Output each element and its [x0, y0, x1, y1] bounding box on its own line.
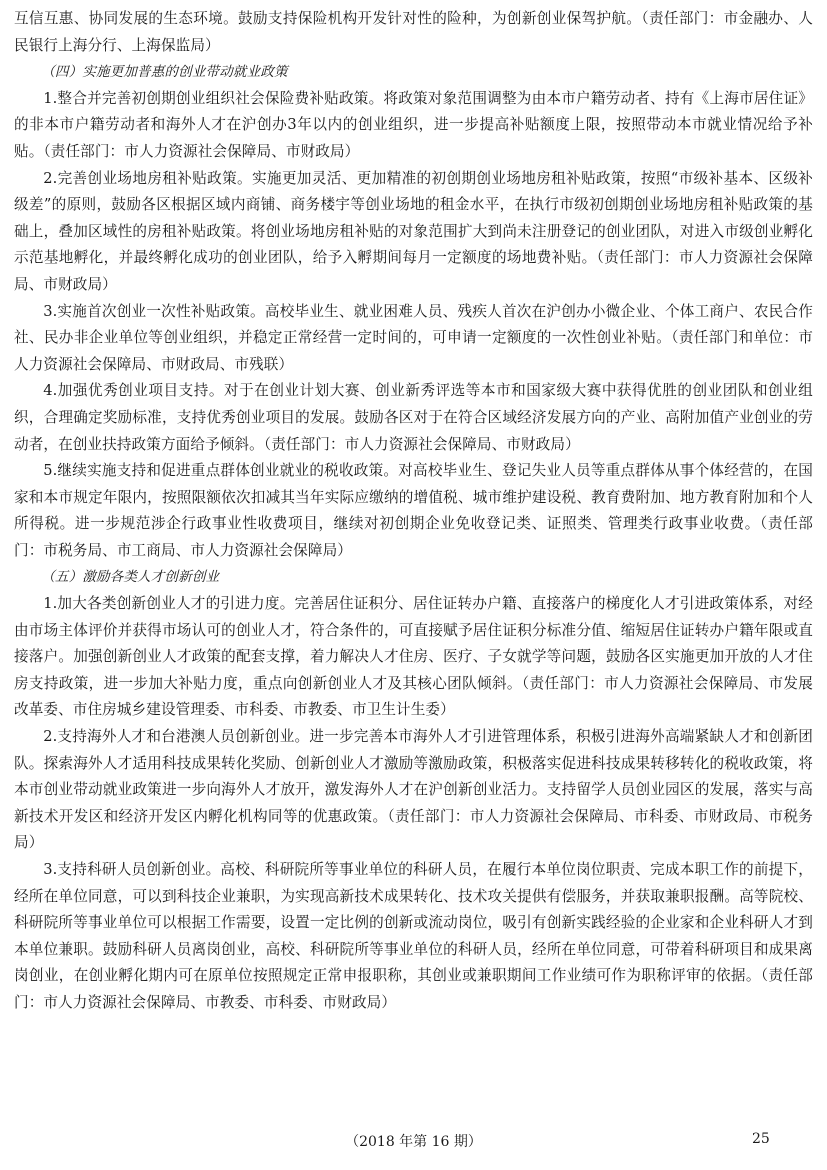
issue-label: （2018 年第 16 期） — [345, 1134, 482, 1150]
paragraph-item: 4.加强优秀创业项目支持。对于在创业计划大赛、创业新秀评选等本市和国家级大赛中获得优胜的创业团队和创业组织，合理确定奖励标准，支持优秀创业项目的发展。鼓励各区对于在符合区域经济发展方向的产业、高附加值产业创业的劳动者，在创业扶持政策方面给予倾斜。（责任部门：市人力资源社会保障局、市财政局） — [14, 382, 813, 453]
paragraph-item: 5.继续实施支持和促进重点群体创业就业的税收政策。对高校毕业生、登记失业人员等重点群体从事个体经营的，在国家和本市规定年限内，按照限额依次扣减其当年实际应缴纳的增值税、城市维护建设税、教育费附加、地方教育附加和个人所得税。进一步规范涉企行政事业性收费项目，继续对初创期企业免收登记类、证照类、管理类行政事业收费。（责任部门：市税务局、市工商局、市人力资源社会保障局） — [14, 462, 813, 559]
paragraph-item: 1.整合并完善初创期创业组织社会保险费补贴政策。将政策对象范围调整为由本市户籍劳动者、持有《上海市居住证》的非本市户籍劳动者和海外人才在沪创办3年以内的创业组织，进一步提高补贴额度上限，按照带动本市就业情况给予补贴。（责任部门：市人力资源社会保障局、市财政局） — [14, 89, 813, 160]
paragraph-item: 1.加大各类创新创业人才的引进力度。完善居住证积分、居住证转办户籍、直接落户的梯度化人才引进政策体系，对经由市场主体评价并获得市场认可的创业人才，符合条件的，可直接赋予居住证积分标准分值、缩短居住证转办户籍年限或直接落户。加强创新创业人才政策的配套支撑，着力解决人才住房、医疗、子女就学等问题，鼓励各区实施更加开放的人才住房支持政策，进一步加大补贴力度，重点向创新创业人才及其核心团队倾斜。（责任部门：市人力资源社会保障局、市发展改革委、市住房城乡建设管理委、市科委、市教委、市卫生计生委） — [14, 595, 813, 719]
paragraph-continuation: 互信互惠、协同发展的生态环境。鼓励支持保险机构开发针对性的险种，为创新创业保驾护航。（责任部门：市金融办、人民银行上海分行、上海保监局） — [14, 10, 813, 54]
section-heading-4: （四）实施更加普惠的创业带动就业政策 — [41, 64, 288, 81]
paragraph-item: 2.完善创业场地房租补贴政策。实施更加灵活、更加精准的初创期创业场地房租补贴政策，按照“市级补基本、区级补级差”的原则，鼓励各区根据区域内商铺、商务楼宇等创业场地的租金水平，在执行市级初创期创业场地房租补贴政策的基础上，叠加区域性的房租补贴政策。将创业场地房租补贴的对象范围扩大到尚未注册登记的创业团队，对进入市级创业孵化示范基地孵化，并最终孵化成功的创业团队，给予入孵期间每月一定额度的场地费补贴。（责任部门：市人力资源社会保障局、市财政局） — [14, 169, 813, 293]
section-heading-5: （五）激励各类人才创新创业 — [41, 569, 220, 586]
paragraph-item: 3.支持科研人员创新创业。高校、科研院所等事业单位的科研人员，在履行本单位岗位职责、完成本职工作的前提下，经所在单位同意，可以到科技企业兼职，为实现高新技术成果转化、技术攻关提供有偿服务，并获取兼职报酬。高等院校、科研院所等事业单位可以根据工作需要，设置一定比例的创新或流动岗位，吸引有创新实践经验的企业家和企业科研人才到本单位兼职。鼓励科研人员离岗创业，高校、科研院所等事业单位的科研人员，经所在单位同意，可带着科研项目和成果离岗创业，在创业孵化期内可在原单位按照规定正常申报职称，其创业或兼职期间工作业绩可作为职称评审的依据。（责任部门：市人力资源社会保障局、市教委、市科委、市财政局） — [14, 861, 813, 1011]
paragraph-item: 2.支持海外人才和台港澳人员创新创业。进一步完善本市海外人才引进管理体系，积极引进海外高端紧缺人才和创新团队。探索海外人才适用科技成果转化奖励、创新创业人才激励等激励政策，积极落实促进科技成果转移转化的税收政策，将本市创业带动就业政策进一步向海外人才放开，激发海外人才在沪创新创业活力。支持留学人员创业园区的发展，落实与高新技术开发区和经济开发区内孵化机构同等的优惠政策。（责任部门：市人力资源社会保障局、市科委、市财政局、市税务局） — [14, 728, 813, 852]
document-body — [14, 6, 813, 1017]
page-footer — [0, 1131, 827, 1155]
page-number: 25 — [752, 1131, 770, 1147]
paragraph-item: 3.实施首次创业一次性补贴政策。高校毕业生、就业困难人员、残疾人首次在沪创办小微企业、个体工商户、农民合作社、民办非企业单位等创业组织，并稳定正常经营一定时间的，可申请一定额度的一次性创业补贴。（责任部门和单位：市人力资源社会保障局、市财政局、市残联） — [14, 302, 813, 373]
